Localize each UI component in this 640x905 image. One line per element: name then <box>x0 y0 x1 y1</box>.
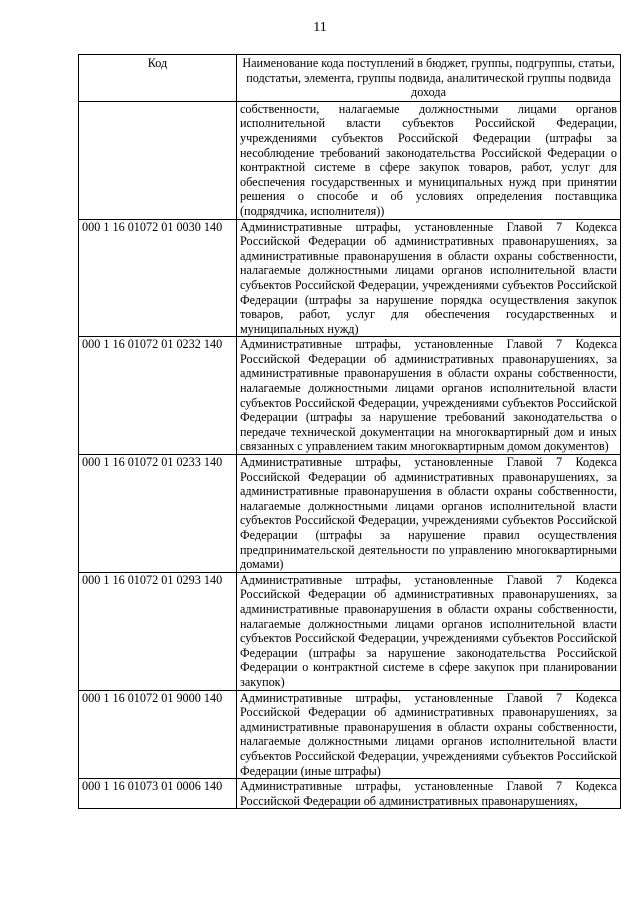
code-cell: 000 1 16 01073 01 0006 140 <box>79 779 237 809</box>
table-row <box>79 337 621 455</box>
description-cell: Административные штрафы, установленные Главой 7 Кодекса Российской Федерации об административных правонарушениях, за административные правонарушения в области охраны собственности, налагаемые должностными лицами органов исполнительной власти субъектов Российской Федерации, учреждениями субъектов Российской Федерации (штрафы за нарушение правил осуществления предпринимательской деятельности по управлению многоквартирными домами) <box>237 455 621 573</box>
description-cell: Административные штрафы, установленные Главой 7 Кодекса Российской Федерации об административных правонарушениях, <box>237 779 621 809</box>
code-cell <box>79 101 237 219</box>
code-cell: 000 1 16 01072 01 0030 140 <box>79 219 237 337</box>
header-name: Наименование кода поступлений в бюджет, группы, подгруппы, статьи, подстатьи, элемента, группы подвида, аналитической группы подвида дохода <box>237 55 621 102</box>
table-row <box>79 572 621 690</box>
header-row <box>79 55 621 102</box>
code-cell: 000 1 16 01072 01 9000 140 <box>79 690 237 779</box>
description-cell: Административные штрафы, установленные Главой 7 Кодекса Российской Федерации об административных правонарушениях, за административные правонарушения в области охраны собственности, налагаемые должностными лицами органов исполнительной власти субъектов Российской Федерации, учреждениями субъектов Российской Федерации (штрафы за нарушение требований законодательства о передаче технической документации на многоквартирный дом и иных связанных с управлением таким многоквартирным домом документов) <box>237 337 621 455</box>
description-cell: Административные штрафы, установленные Главой 7 Кодекса Российской Федерации об административных правонарушениях, за административные правонарушения в области охраны собственности, налагаемые должностными лицами органов исполнительной власти субъектов Российской Федерации, учреждениями субъектов Российской Федерации (иные штрафы) <box>237 690 621 779</box>
table-row <box>79 779 621 809</box>
table-header <box>79 55 621 102</box>
description-cell: Административные штрафы, установленные Главой 7 Кодекса Российской Федерации об административных правонарушениях, за административные правонарушения в области охраны собственности, налагаемые должностными лицами органов исполнительной власти субъектов Российской Федерации, учреждениями субъектов Российской Федерации (штрафы за нарушение законодательства Российской Федерации о контрактной системе в сфере закупок при планировании закупок) <box>237 572 621 690</box>
table-row <box>79 219 621 337</box>
description-cell: Административные штрафы, установленные Главой 7 Кодекса Российской Федерации об административных правонарушениях, за административные правонарушения в области охраны собственности, налагаемые должностными лицами органов исполнительной власти субъектов Российской Федерации, учреждениями субъектов Российской Федерации (штрафы за нарушение порядка осуществления закупок товаров, работ, услуг для обеспечения государственных и муниципальных нужд) <box>237 219 621 337</box>
table-row <box>79 101 621 219</box>
code-cell: 000 1 16 01072 01 0233 140 <box>79 455 237 573</box>
table-row <box>79 690 621 779</box>
code-cell: 000 1 16 01072 01 0293 140 <box>79 572 237 690</box>
table-row <box>79 455 621 573</box>
page-number: 11 <box>313 20 327 35</box>
revenue-codes-table <box>78 54 621 809</box>
table-body <box>79 101 621 809</box>
header-code: Код <box>79 55 237 102</box>
description-cell: собственности, налагаемые должностными лицами органов исполнительной власти субъектов Российской Федерации, учреждениями субъектов Российской Федерации (штрафы за несоблюдение требований законодательства Российской Федерации о контрактной системе в сфере закупок товаров, работ, услуг для обеспечения государственных и муниципальных нужд при принятии решения о способе и об условиях определения поставщика (подрядчика, исполнителя)) <box>237 101 621 219</box>
code-cell: 000 1 16 01072 01 0232 140 <box>79 337 237 455</box>
